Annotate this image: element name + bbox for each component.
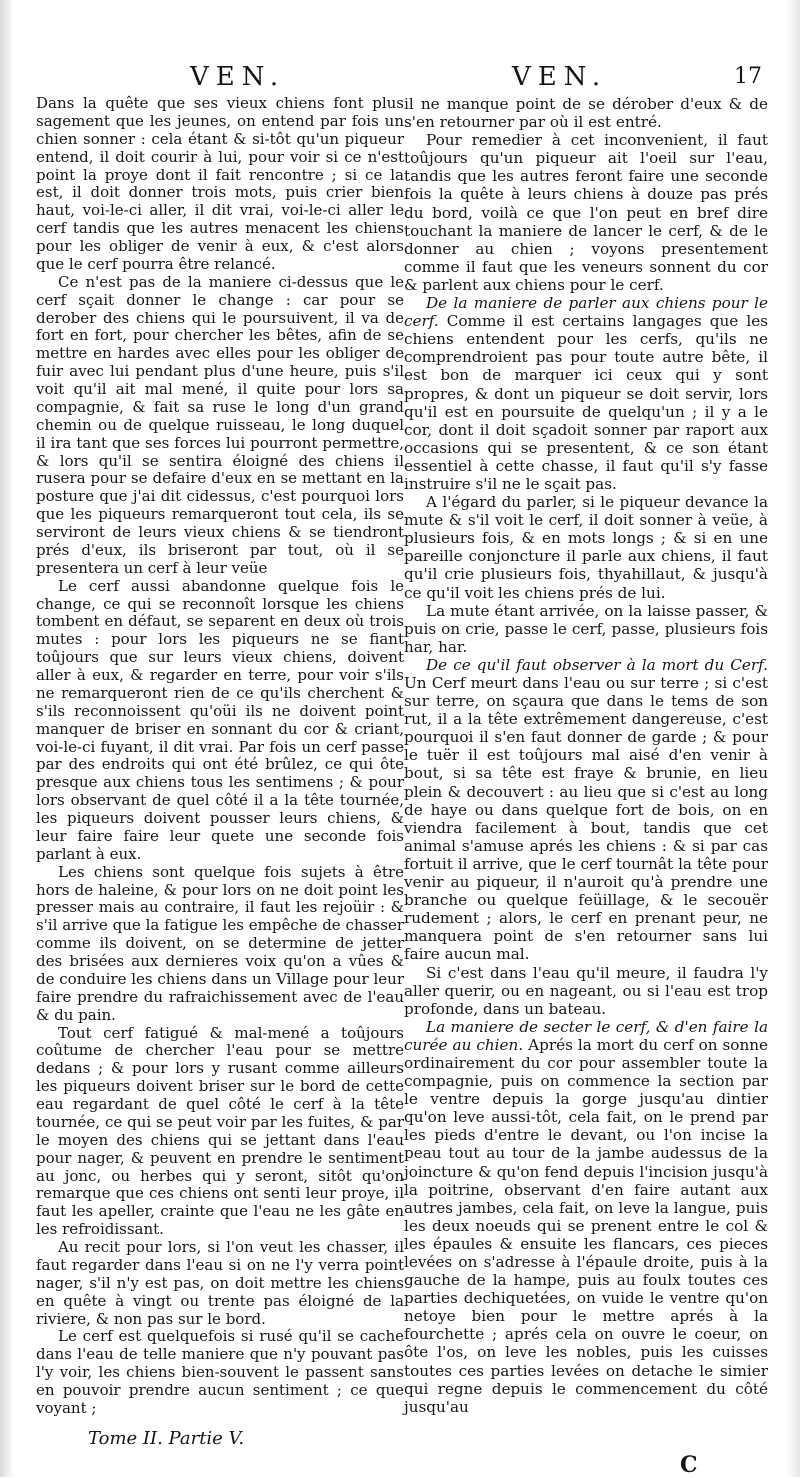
paragraph: Le cerf est quelquefois si rusé qu'il se cache dans l'eau de telle maniere que n'y pouvant pas l'y voir, les chiens bien-souvent le passent sans en pouvoir prendre aucun sentiment ; ce que voyant ; <box>36 1327 404 1417</box>
paragraph-text: Pour remedier à cet inconvenient, il faut toûjours qu'un piqueur ait l'oeil sur l'eau, tandis que les autres feront faire une seconde fois la quête à leurs chiens à douze pas prés du bord, voilà ce que l'on peut en bref dire touchant la maniere de lancer le cerf, & de le donner au chien ; voyons presentement comme il faut que les veneurs sonnent du cor & parlent aux chiens pour le cerf. <box>404 131 768 294</box>
paragraph: Le cerf aussi abandonne quelque fois le change, ce qui se reconnoît lorsque les chiens tombent en défaut, se separent en deux où trois mutes : pour lors les piqueurs ne se fiant toûjours que sur leurs vieux chiens, doivent aller à eux, & regarder en terre, pour voir s'ils ne remarqueront rien de ce qu'ils cherchent & s'ils reconnoissent qu'oüi ils ne doivent point manquer de briser en sonnant du cor & criant, voi-le-ci fuyant, il dit vrai. Par fois un cerf passe par des endroits qui ont été brûlez, ce qui ôte presque aux chiens tous les sentimens ; & pour lors observant de quel côté il a la tête tournée, les piqueurs doivent pousser leurs chiens, & leur faire faire leur quete une seconde fois parlant à eux. <box>36 576 404 863</box>
volume-footer: Tome II. Partie V. <box>88 1428 245 1449</box>
paragraph <box>404 964 768 1018</box>
paragraph: Au recit pour lors, si l'on veut les chasser, il faut regarder dans l'eau si on ne l'y verra point nager, s'il n'y est pas, on doit mettre les chiens en quête à vingt ou trente pas éloigné de la riviere, & non pas sur le bord. <box>36 1238 404 1328</box>
paragraph <box>404 1018 768 1416</box>
signature-mark: C <box>680 1452 698 1478</box>
paragraph: Tout cerf fatigué & mal-mené a toûjours coûtume de chercher l'eau pour se mettre dedans ; & pour lors y rusant comme ailleurs les piqueurs doivent briser sur le bord de cette eau regardant de quel côté le cerf à la tête tournée, ce qui se peut voir par les fuites, & par le moyen des chiens qui se jettant dans l'eau pour nager, & peuvent en prendre le sentiment au jonc, ou herbes qui y seront, sitôt qu'on remarque que ces chiens ont senti leur proye, il faut les apeller, crainte que l'eau ne les gâte en les refroidissant. <box>36 1023 404 1239</box>
paragraph-text: Si c'est dans l'eau qu'il meure, il faudra l'y aller querir, ou en nageant, ou si l'eau est trop profonde, dans un bateau. <box>404 963 768 1018</box>
paragraph: Dans la quête que ses vieux chiens font plus sagement que les jeunes, on entend par fois un chien sonner : cela étant & si-tôt qu'un piqueur entend, il doit courir à lui, pour voir si ce n'est point la proye dont il fait rencontre ; si ce la est, il doit donner trois mots, puis crier bien haut, voi-le-ci aller, il dit vrai, voi-le-ci aller le cerf tandis que les autres menacent les chiens pour les obliger de venir à eux, & c'est alors que le cerf pourra être relancé. <box>36 94 404 273</box>
paragraph: Ce n'est pas de la maniere ci-dessus que le cerf sçait donner le change : car pour se derober des chiens qui le poursuivent, il va de fort en fort, pour chercher les bêtes, afin de se mettre en hardes avec elles pour les obliger de fuir avec lui pendant plus d'une heure, puis s'il voit qu'il ait mal mené, il quite pour lors sa compagnie, & fait sa ruse le long d'un grand chemin ou de quelque ruisseau, le long duquel il ira tant que ses forces lui pourront permettre, & lors qu'il se sentira éloigné des chiens il rusera pour se defaire d'eux en se mettant en la posture que j'ai dit cidessus, c'est pourquoi lors que les piqueurs remarqueront tout cela, ils se serviront de leurs vieux chiens & se tiendront prés d'eux, ils briseront par tout, où il se presentera un cerf à leur veüe <box>36 272 404 577</box>
right-text-column <box>404 95 768 1416</box>
section-heading: La maniere de secter le cerf, & d'en faire la curée au chien. <box>404 1017 768 1054</box>
paragraph <box>404 95 768 131</box>
paragraph-text: Aprés la mort du cerf on sonne ordinairement du cor pour assembler toute la compagnie, puis on commence la section par le ventre depuis la gorge jusqu'au dintier qu'on leve aussi-tôt, cela fait, on le prend par les pieds d'entre le devant, ou l'on incise la peau tout au tour de la jambe audessus de la joincture & qu'on fend depuis l'incision jusqu'à la poitrine, observant d'en faire autant aux autres jambes, cela fait, on leve la langue, puis les deux noeuds qui se prenent entre le col & les épaules & ensuite les flancars, ces pieces levées on s'adresse à l'épaule droite, puis à la gauche de la hampe, puis au foulx toutes ces parties dechiquetées, on vuide le ventre qu'on netoye bien pour le mettre aprés à la fourchette ; aprés cela on ouvre le coeur, on ôte l'os, on leve les nobles, puis les cuisses toutes ces parties levées on detache le simier qui regne depuis le commencement du côté jusqu'au <box>404 1035 769 1416</box>
page-number: 17 <box>734 64 762 89</box>
paragraph <box>404 656 768 964</box>
paragraph-text: A l'égard du parler, si le piqueur devance la mute & s'il voit le cerf, il doit sonner à veüe, à plusieurs fois, & en mots longs ; & si en une pareille conjoncture il parle aux chiens, il faut qu'il crie plusieurs fois, thyahillaut, & jusqu'à ce qu'il voit les chiens prés de lui. <box>404 493 768 602</box>
left-text-column <box>36 95 404 1418</box>
right-running-title: VEN. <box>512 62 608 92</box>
paragraph <box>404 602 768 656</box>
paragraph-text: Comme il est certains langages que les chiens entendent pour les cerfs, qu'ils ne comprendroient pas pour toute autre bête, il est bon de marquer ici ceux qui y sont propres, & dont un piqueur se doit servir, lors qu'il est en poursuite de quelqu'un ; il y a le cor, dont il doit sçadoit sonner par raport aux occasions qui se presentent, & ce son étant essentiel à cette chasse, il faut qu'il s'y fasse instruire s'il ne le sçait pas. <box>404 312 768 493</box>
paragraph: Les chiens sont quelque fois sujets à être hors de haleine, & pour lors on ne doit point les presser mais au contraire, il faut les rejoüir : & s'il arrive que la fatigue les empêche de chasser comme ils doivent, on se determine de jetter des brisées aux dernieres voix qu'on a vûes & de conduire les chiens dans un Village pour leur faire prendre du rafraichissement avec de l'eau & du pain. <box>36 862 404 1024</box>
paragraph <box>404 131 768 294</box>
section-heading: De la maniere de parler aux chiens pour le cerf. <box>404 294 768 331</box>
paragraph-text: La mute étant arrivée, on la laisse passer, & puis on crie, passe le cerf, passe, plusieurs fois har, har. <box>404 601 768 656</box>
paragraph <box>404 294 768 493</box>
paragraph <box>404 493 768 602</box>
left-running-title: VEN. <box>190 62 286 92</box>
paragraph-text: Un Cerf meurt dans l'eau ou sur terre ; si c'est sur terre, on sçaura que dans le tems de son rut, il a la tête extrêmement dangereuse, c'est pourquoi il s'en faut donner de garde ; & pour le tuër il est toûjours mal aisé d'en venir à bout, si sa tête est fraye & brunie, en lieu plein & decouvert : au lieu que si c'est au long de haye ou dans quelque fort de bois, on en viendra facilement à bout, tandis que cet animal s'amuse aprés les chiens : & si par cas fortuit il arrive, que le cerf tournât la tête pour venir au piqueur, il n'auroit qu'à prendre une branche ou quelque feüillage, & le secouër rudement ; alors, le cerf en prenant peur, ne manquera point de s'en retourner sans lui faire aucun mal. <box>404 674 768 964</box>
paragraph-text: il ne manque point de se dérober d'eux & de s'en retourner par où il est entré. <box>404 95 768 132</box>
section-heading: De ce qu'il faut observer à la mort du Cerf. <box>426 655 768 674</box>
